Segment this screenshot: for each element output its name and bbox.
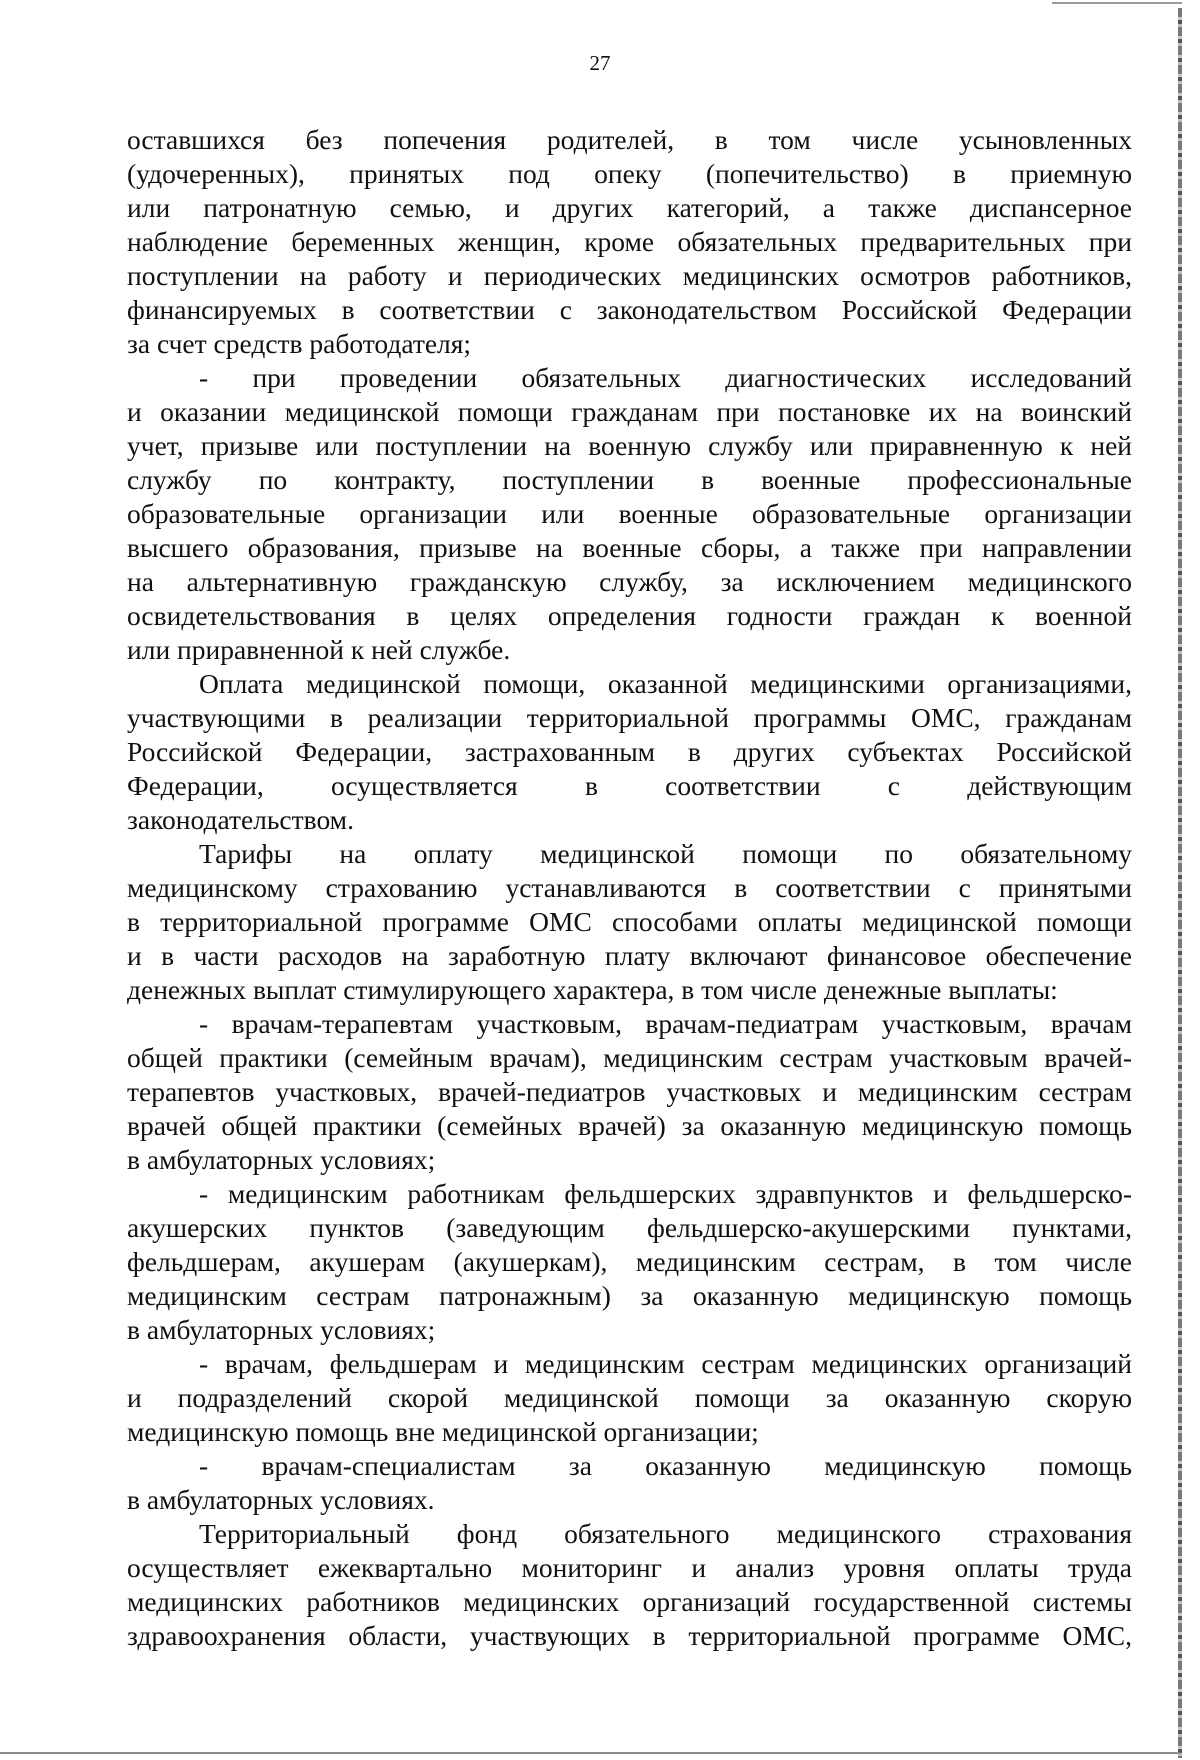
text-line: - врачам-специалистам за оказанную медицинскую помощь xyxy=(199,1450,1132,1481)
page-number: 27 xyxy=(589,51,611,75)
text-line: Территориальный фонд обязательного медицинского страхования xyxy=(199,1518,1132,1549)
text-line: в территориальной программе ОМС способами оплаты медицинской помощи xyxy=(127,906,1132,937)
text-line: в амбулаторных условиях; xyxy=(127,1314,436,1345)
text-line: финансируемых в соответствии с законодательством Российской Федерации xyxy=(127,294,1132,325)
text-line: терапевтов участковых, врачей-педиатров участковых и медицинским сестрам xyxy=(127,1076,1132,1107)
text-line: высшего образования, призыве на военные сборы, а также при направлении xyxy=(127,532,1132,563)
text-line: в амбулаторных условиях; xyxy=(127,1144,436,1175)
text-line: медицинскую помощь вне медицинской организации; xyxy=(127,1416,759,1447)
text-line: и оказании медицинской помощи гражданам при постановке их на воинский xyxy=(127,396,1132,427)
text-line: наблюдение беременных женщин, кроме обязательных предварительных при xyxy=(127,226,1132,257)
text-line: участвующими в реализации территориальной программы ОМС, гражданам xyxy=(127,702,1132,733)
text-line: - врачам, фельдшерам и медицинским сестрам медицинских организаций xyxy=(199,1348,1132,1379)
text-line: - при проведении обязательных диагностических исследований xyxy=(199,362,1132,393)
scan-edge-bottom xyxy=(0,1752,1180,1754)
text-line: Российской Федерации, застрахованным в других субъектах Российской xyxy=(127,736,1132,767)
text-line: медицинскому страхованию устанавливаются в соответствии с принятыми xyxy=(127,872,1132,903)
text-line: общей практики (семейным врачам), медицинским сестрам участковым врачей- xyxy=(127,1042,1132,1073)
text-line: здравоохранения области, участвующих в территориальной программе ОМС, xyxy=(127,1620,1132,1651)
text-line: за счет средств работодателя; xyxy=(127,328,472,359)
text-line: фельдшерам, акушерам (акушеркам), медицинским сестрам, в том числе xyxy=(127,1246,1132,1277)
text-line: (удочеренных), принятых под опеку (попечительство) в приемную xyxy=(127,158,1132,189)
text-line: - медицинским работникам фельдшерских здравпунктов и фельдшерско- xyxy=(199,1178,1132,1209)
scan-edge-top xyxy=(1052,2,1182,4)
text-line: на альтернативную гражданскую службу, за исключением медицинского xyxy=(127,566,1132,597)
scan-edge-right xyxy=(1178,8,1182,1758)
text-line: образовательные организации или военные образовательные организации xyxy=(127,498,1132,529)
text-line: Тарифы на оплату медицинской помощи по обязательному xyxy=(199,838,1132,869)
text-line: оставшихся без попечения родителей, в том числе усыновленных xyxy=(127,124,1132,155)
text-line: освидетельствования в целях определения годности граждан к военной xyxy=(127,600,1132,631)
text-line: - врачам-терапевтам участковым, врачам-педиатрам участковым, врачам xyxy=(199,1008,1132,1039)
text-line: врачей общей практики (семейных врачей) за оказанную медицинскую помощь xyxy=(127,1110,1132,1141)
text-line: и в части расходов на заработную плату включают финансовое обеспечение xyxy=(127,940,1132,971)
text-line: денежных выплат стимулирующего характера, в том числе денежные выплаты: xyxy=(127,974,1058,1005)
text-line: Федерации, осуществляется в соответствии с действующим xyxy=(127,770,1132,801)
text-line: медицинских работников медицинских организаций государственной системы xyxy=(127,1586,1132,1617)
text-line: законодательством. xyxy=(127,804,354,835)
text-line: в амбулаторных условиях. xyxy=(127,1484,435,1515)
text-line: службу по контракту, поступлении в военные профессиональные xyxy=(127,464,1132,495)
text-line: поступлении на работу и периодических медицинских осмотров работников, xyxy=(127,260,1132,291)
text-line: осуществляет ежеквартально мониторинг и анализ уровня оплаты труда xyxy=(127,1552,1132,1583)
text-line: или приравненной к ней службе. xyxy=(127,634,511,665)
text-line: или патронатную семью, и других категорий, а также диспансерное xyxy=(127,192,1132,223)
text-line: и подразделений скорой медицинской помощи за оказанную скорую xyxy=(127,1382,1132,1413)
text-line: акушерских пунктов (заведующим фельдшерско-акушерскими пунктами, xyxy=(127,1212,1132,1243)
body-text xyxy=(127,123,1132,1653)
text-line: медицинским сестрам патронажным) за оказанную медицинскую помощь xyxy=(127,1280,1132,1311)
text-line: Оплата медицинской помощи, оказанной медицинскими организациями, xyxy=(199,668,1132,699)
text-line: учет, призыве или поступлении на военную службу или приравненную к ней xyxy=(127,430,1132,461)
